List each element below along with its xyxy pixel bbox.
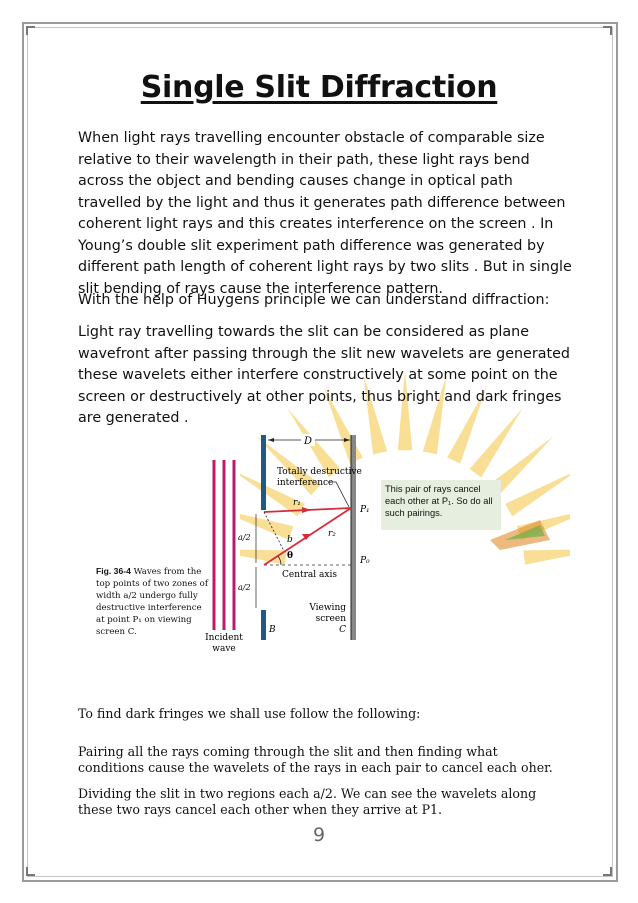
dark-fringes-intro: To find dark fringes we shall use follow the following: <box>78 706 421 721</box>
caption-label: Fig. 36-4 <box>96 566 131 576</box>
corner-ornament <box>26 866 36 876</box>
slit-wall-bottom <box>261 610 266 640</box>
label-wave: wave <box>212 644 236 654</box>
label-screen: screen <box>315 614 346 624</box>
label-D: D <box>303 436 313 447</box>
page-number: 9 <box>312 824 326 846</box>
figure-caption <box>96 565 211 638</box>
pairing-paragraph: Pairing all the rays coming through the slit and then finding what conditions cause the wavelets of the rays in each pair to cancel each oher. <box>78 744 553 775</box>
label-C: C <box>339 625 346 635</box>
label-theta: θ <box>287 551 294 561</box>
label-a2-bottom: a/2 <box>238 583 251 592</box>
slit-wall-top <box>261 435 266 510</box>
caption-text: Waves from the top points of two zones of width a/2 undergo fully destructive interference at point P₁ on viewing screen C. <box>96 567 209 637</box>
label-totally-destructive: Totally destructive <box>277 467 362 477</box>
label-r2: r₂ <box>328 529 336 539</box>
viewing-screen <box>351 435 356 640</box>
label-incident: Incident <box>205 633 243 643</box>
label-interference: interference <box>277 478 334 488</box>
label-B: B <box>269 625 276 635</box>
corner-ornament <box>26 26 36 36</box>
label-b: b <box>287 535 293 545</box>
label-viewing: Viewing <box>309 603 346 613</box>
intro-paragraph: When light rays travelling encounter obstacle of comparable size relative to their wavelength in their path, these light rays bend across the object and bending causes change in optical path travelled by the light and thus it generates path difference between coherent light rays and this creates interference on the screen . In Young’s double slit experiment path difference was generated by different path length of coherent light rays by two slits . But in single slit bending of rays cause the interference pattern. <box>78 130 572 297</box>
corner-ornament <box>602 866 612 876</box>
wavefront-paragraph: Light ray travelling towards the slit can be considered as plane wavefront after passing through the slit new wavelets are generated these wavelets either interfere constructively at some point on the screen or destructively at other points, thus bright and dark fringes are generated . <box>78 324 570 426</box>
label-r1: r₁ <box>293 498 301 508</box>
callout-text: This pair of rays cancel each other at P₁. So do all such pairings. <box>385 484 493 518</box>
dividing-paragraph: Dividing the slit in two regions each a/2. We can see the wavelets along these two rays cancel each other when they arrive at P1. <box>78 786 537 817</box>
corner-ornament <box>602 26 612 36</box>
diffraction-figure <box>96 430 516 660</box>
watermark-ray <box>523 549 570 565</box>
label-P0: P₀ <box>360 556 370 566</box>
page-title: Single Slit Diffraction <box>140 70 498 105</box>
huygens-paragraph: With the help of Huygens principle we can understand diffraction: <box>78 292 550 308</box>
label-P1: P₁ <box>360 505 370 515</box>
label-a2-top: a/2 <box>238 533 251 542</box>
label-central-axis: Central axis <box>282 570 337 580</box>
